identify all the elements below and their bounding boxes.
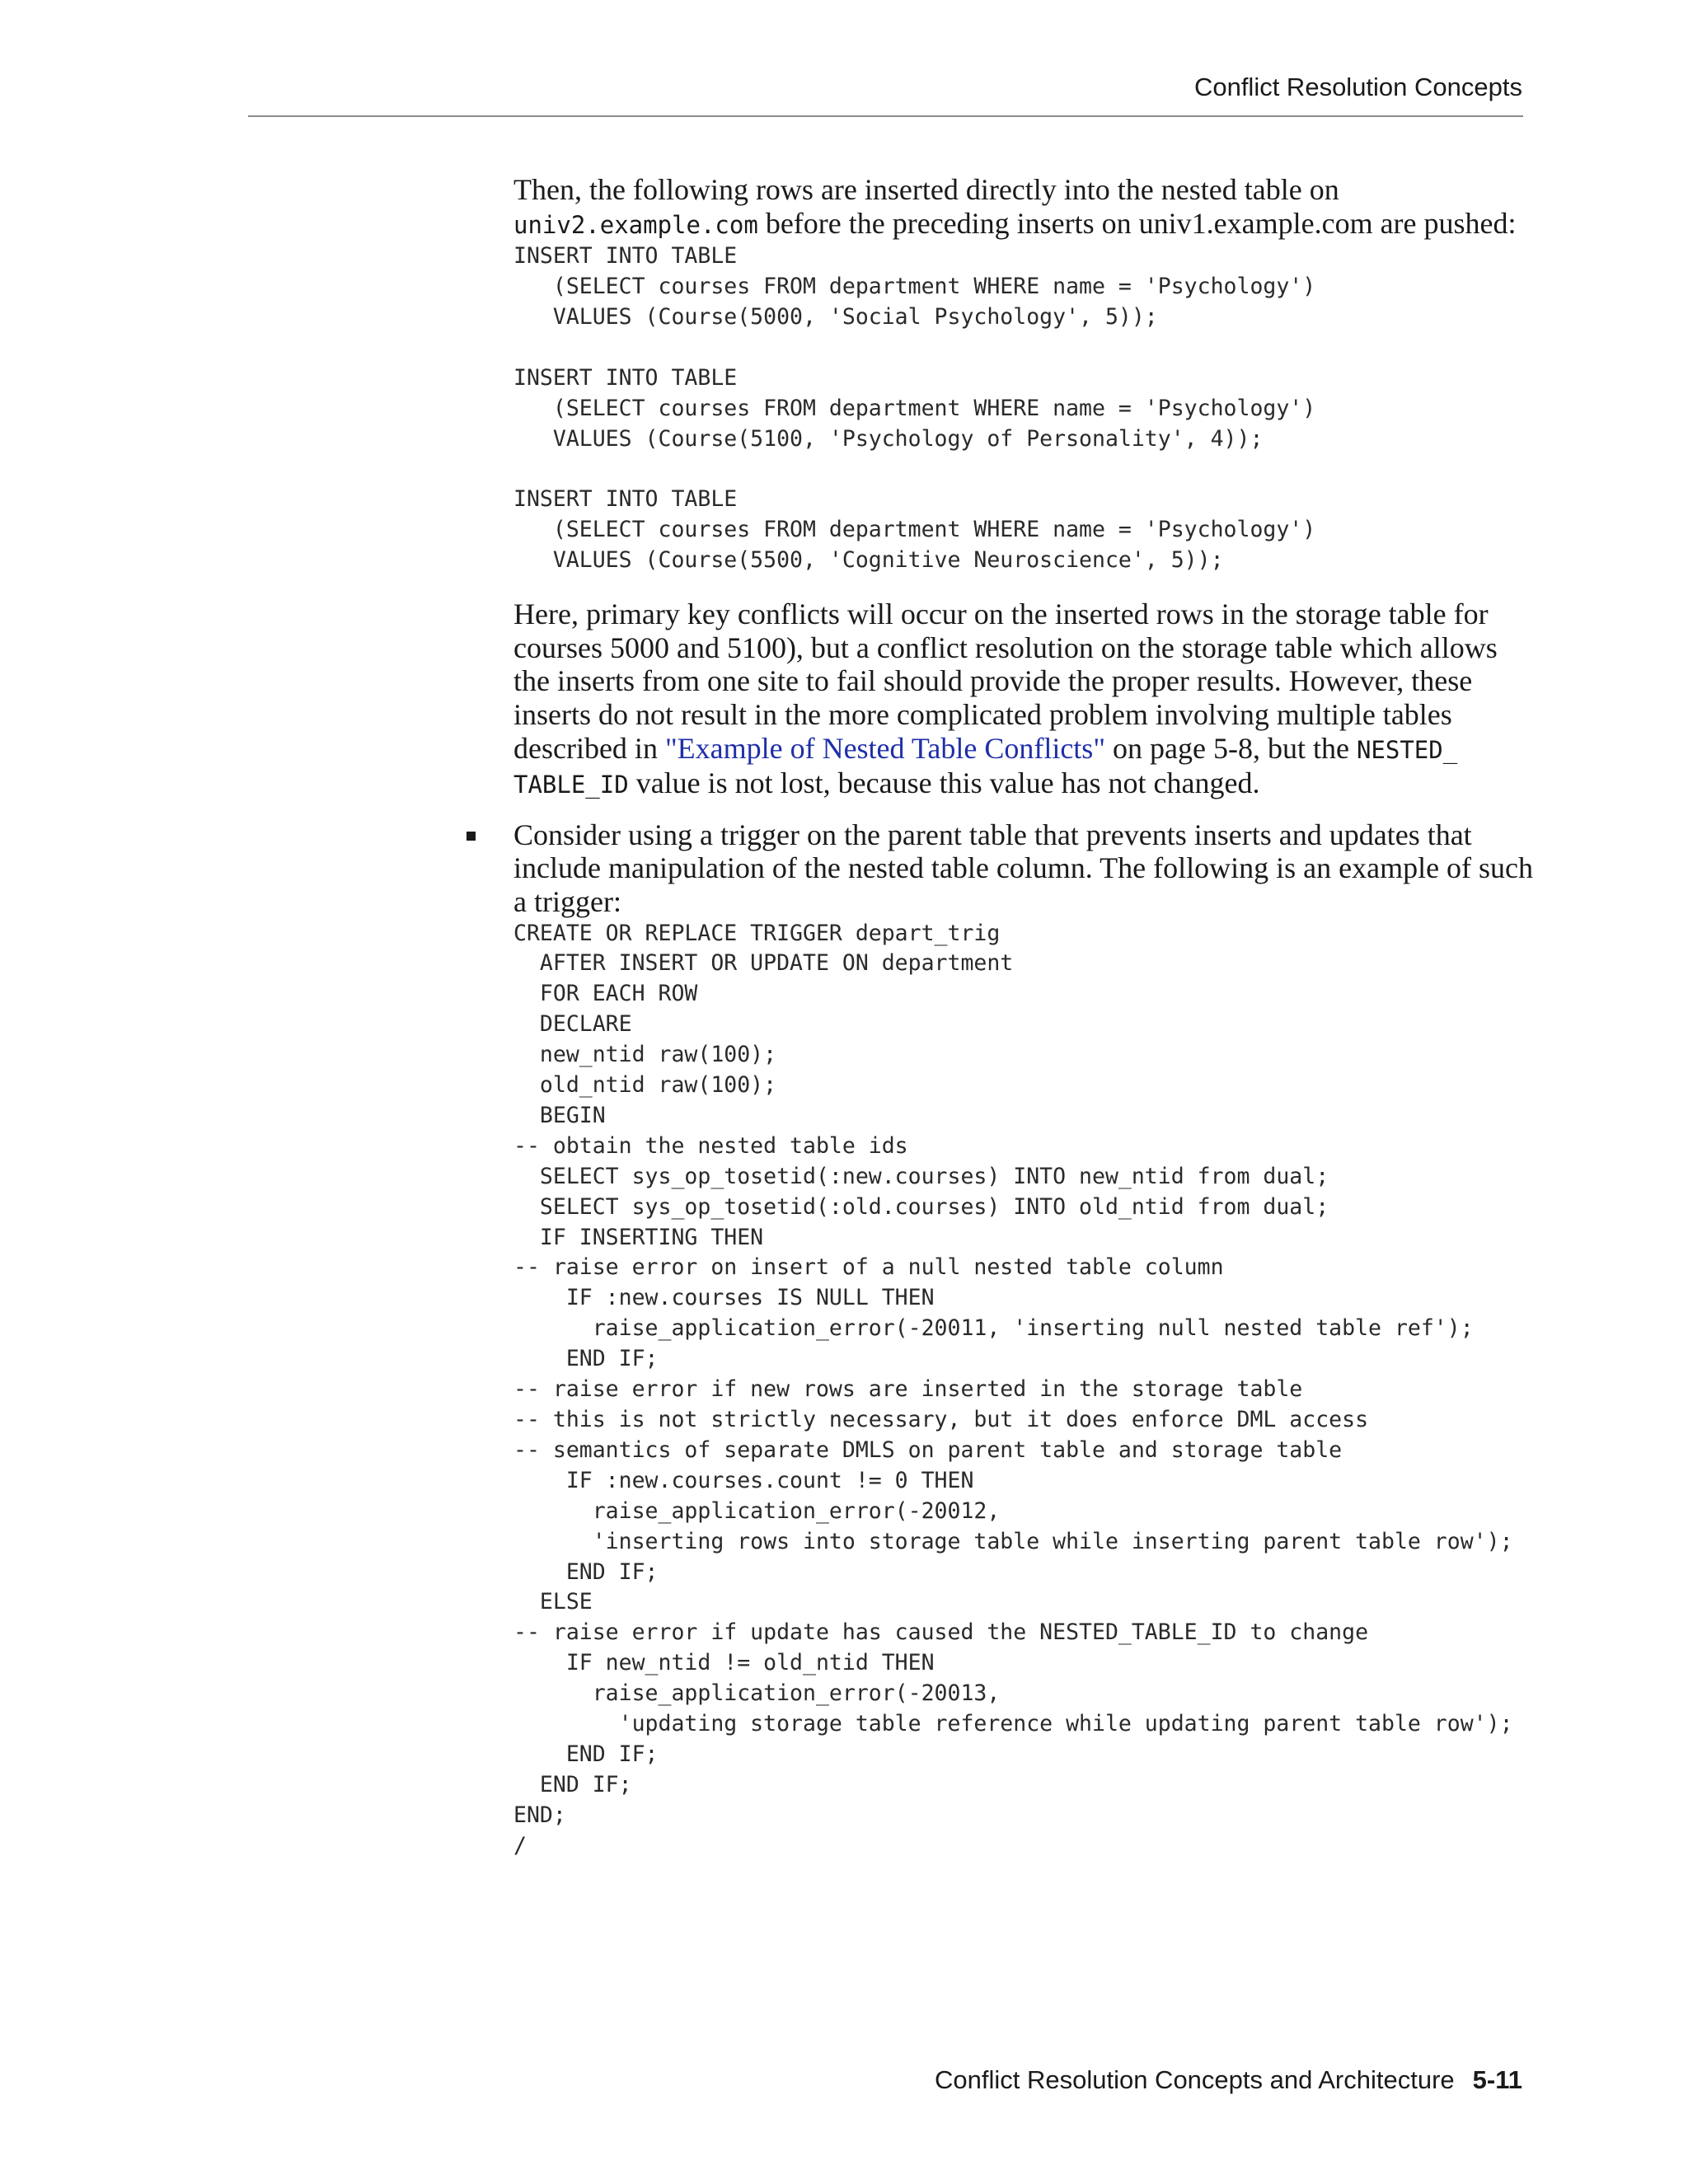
intro-paragraph: [513, 173, 1536, 241]
conflicts-text-3: value is not lost, because this value has not changed.: [628, 766, 1260, 800]
conflicts-text-2: on page 5-8, but the: [1105, 731, 1357, 765]
bullet-item: [513, 818, 1536, 1862]
trigger-code-block: CREATE OR REPLACE TRIGGER depart_trig AFTER INSERT OR UPDATE ON department FOR EACH ROW DECLARE new_ntid raw(100); old_ntid raw(100); BEGIN -- obtain the nested table ids SELECT sys_op_tosetid(:new.courses) INTO new_ntid from dual; SELECT sys_op_tosetid(:old.courses) INTO old_ntid from dual; IF INSERTING THEN -- raise error on insert of a null nested table column IF :new.courses IS NULL THEN raise_application_error(-20011, 'inserting null nested table ref'); END IF; -- raise error if new rows are inserted in the storage table -- this is not strictly necessary, but it does enforce DML access -- semantics of separate DMLS on parent table and storage table IF :new.courses.count != 0 THEN raise_application_error(-20012, 'inserting rows into storage table while inserting parent table row'); END IF; ELSE -- raise error if update has caused the NESTED_TABLE_ID to change IF new_ntid != old_ntid THEN raise_application_error(-20013, 'updating storage table reference while updating parent table row'); END IF; END IF; END; /: [513, 920, 1513, 1858]
conflicts-text-1: Here, primary key conflicts will occur on the inserted rows in the storage table for courses 5000 and 5100), but a conflict resolution on the storage table which allows the inserts from one site to fail should provide the proper results. However, these inserts do not result in the more complicated problem involving multiple tables described in: [513, 598, 1498, 765]
footer-chapter-title: Conflict Resolution Concepts and Architecture: [934, 2065, 1455, 2094]
running-header: Conflict Resolution Concepts: [1193, 73, 1522, 101]
intro-text-2: before the preceding inserts on univ1.example.com are pushed:: [757, 206, 1517, 240]
nested-table-id-code: NESTED_ TABLE_ID: [513, 735, 1458, 799]
intro-text-1: Then, the following rows are inserted directly into the nested table on: [513, 173, 1339, 206]
header-rule: [248, 115, 1523, 117]
bullet-square-icon: [467, 832, 476, 841]
page-body: [513, 173, 1536, 1862]
intro-inline-code: univ2.example.com: [513, 210, 758, 239]
insert-code-block: INSERT INTO TABLE (SELECT courses FROM department WHERE name = 'Psychology') VALUES (Course(5000, 'Social Psychology', 5)); INSERT INTO TABLE (SELECT courses FROM department WHERE name = 'Psychology') VALUES (Course(5100, 'Psychology of Personality', 4)); INSERT INTO TABLE (SELECT courses FROM department WHERE name = 'Psychology') VALUES (Course(5500, 'Cognitive Neuroscience', 5));: [513, 243, 1316, 574]
conflicts-paragraph: [513, 598, 1536, 802]
nested-table-conflicts-link[interactable]: "Example of Nested Table Conflicts": [664, 731, 1106, 765]
footer-page-number: 5-11: [1472, 2065, 1522, 2094]
bullet-text: Consider using a trigger on the parent table that prevents inserts and updates that include manipulation of the nested table column. The following is an example of such a trigger:: [513, 818, 1534, 918]
page-footer: [935, 2065, 1522, 2095]
